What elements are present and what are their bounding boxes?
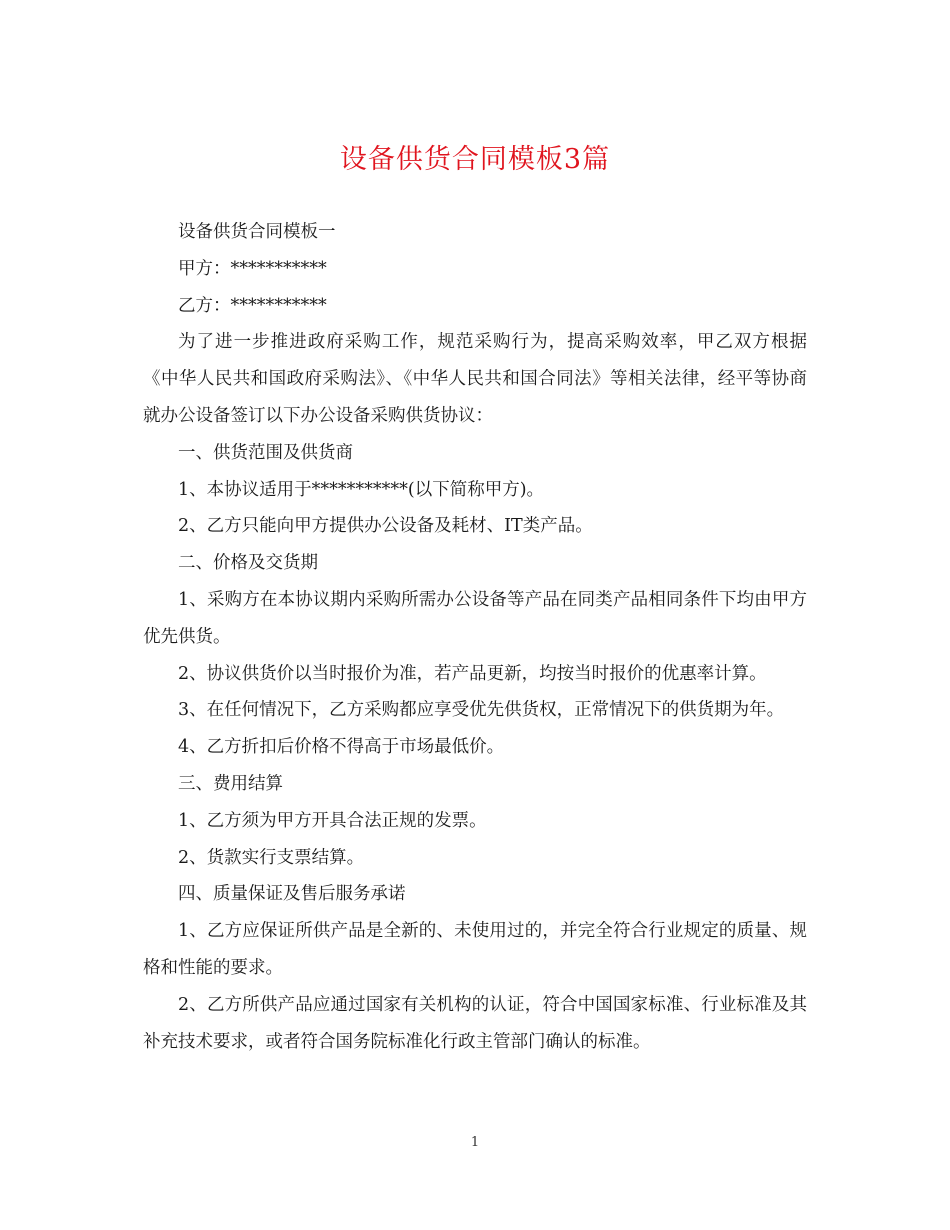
paragraph-settlement-1: 1、乙方须为甲方开具合法正规的发票。 — [178, 810, 487, 831]
paragraph-scope-1: 1、本协议适用于***********(以下简称甲方)。 — [178, 479, 545, 500]
paragraph-heading-price: 二、价格及交货期 — [178, 553, 318, 574]
paragraph-price-2: 2、协议供货价以当时报价为准，若产品更新，均按当时报价的优惠率计算。 — [178, 663, 767, 684]
paragraph-party-b: 乙方：*********** — [178, 295, 327, 316]
paragraph-price-3: 3、在任何情况下，乙方采购都应享受优先供货权，正常情况下的供货期为年。 — [178, 700, 785, 721]
paragraph-quality-1: 1、乙方应保证所供产品是全新的、未使用过的，并完全符合行业规定的质量、规格和性能的要求。 — [143, 921, 807, 978]
paragraph-settlement-2: 2、货款实行支票结算。 — [178, 847, 365, 868]
paragraph-heading-quality: 四、质量保证及售后服务承诺 — [178, 884, 406, 905]
paragraph-price-1: 1、采购方在本协议期内采购所需办公设备等产品在同类产品相同条件下均由甲方优先供货。 — [143, 589, 807, 647]
paragraph-section-heading: 设备供货合同模板一 — [178, 222, 336, 242]
paragraph-preamble: 为了进一步推进政府采购工作，规范采购行为，提高采购效率，甲乙双方根据《中华人民共和国政府采购法》、《中华人民共和国合同法》等相关法律，经平等协商就办公设备签订以下办公设备采购供货协议： — [143, 332, 807, 426]
paragraph-scope-2: 2、乙方只能向甲方提供办公设备及耗材、IT类产品。 — [178, 516, 593, 537]
paragraph-party-a: 甲方：*********** — [178, 258, 327, 279]
paragraph-price-4: 4、乙方折扣后价格不得高于市场最低价。 — [178, 737, 505, 758]
page-number: 1 — [470, 1135, 480, 1150]
paragraph-heading-scope: 一、供货范围及供货商 — [178, 442, 353, 463]
document-body — [143, 214, 807, 1060]
document-title: 设备供货合同模板3篇 — [339, 144, 611, 175]
paragraph-quality-2: 2、乙方所供产品应通过国家有关机构的认证，符合中国国家标准、行业标准及其补充技术要求，或者符合国务院标准化行政主管部门确认的标准。 — [143, 994, 807, 1052]
paragraph-heading-settlement: 三、费用结算 — [178, 773, 283, 794]
